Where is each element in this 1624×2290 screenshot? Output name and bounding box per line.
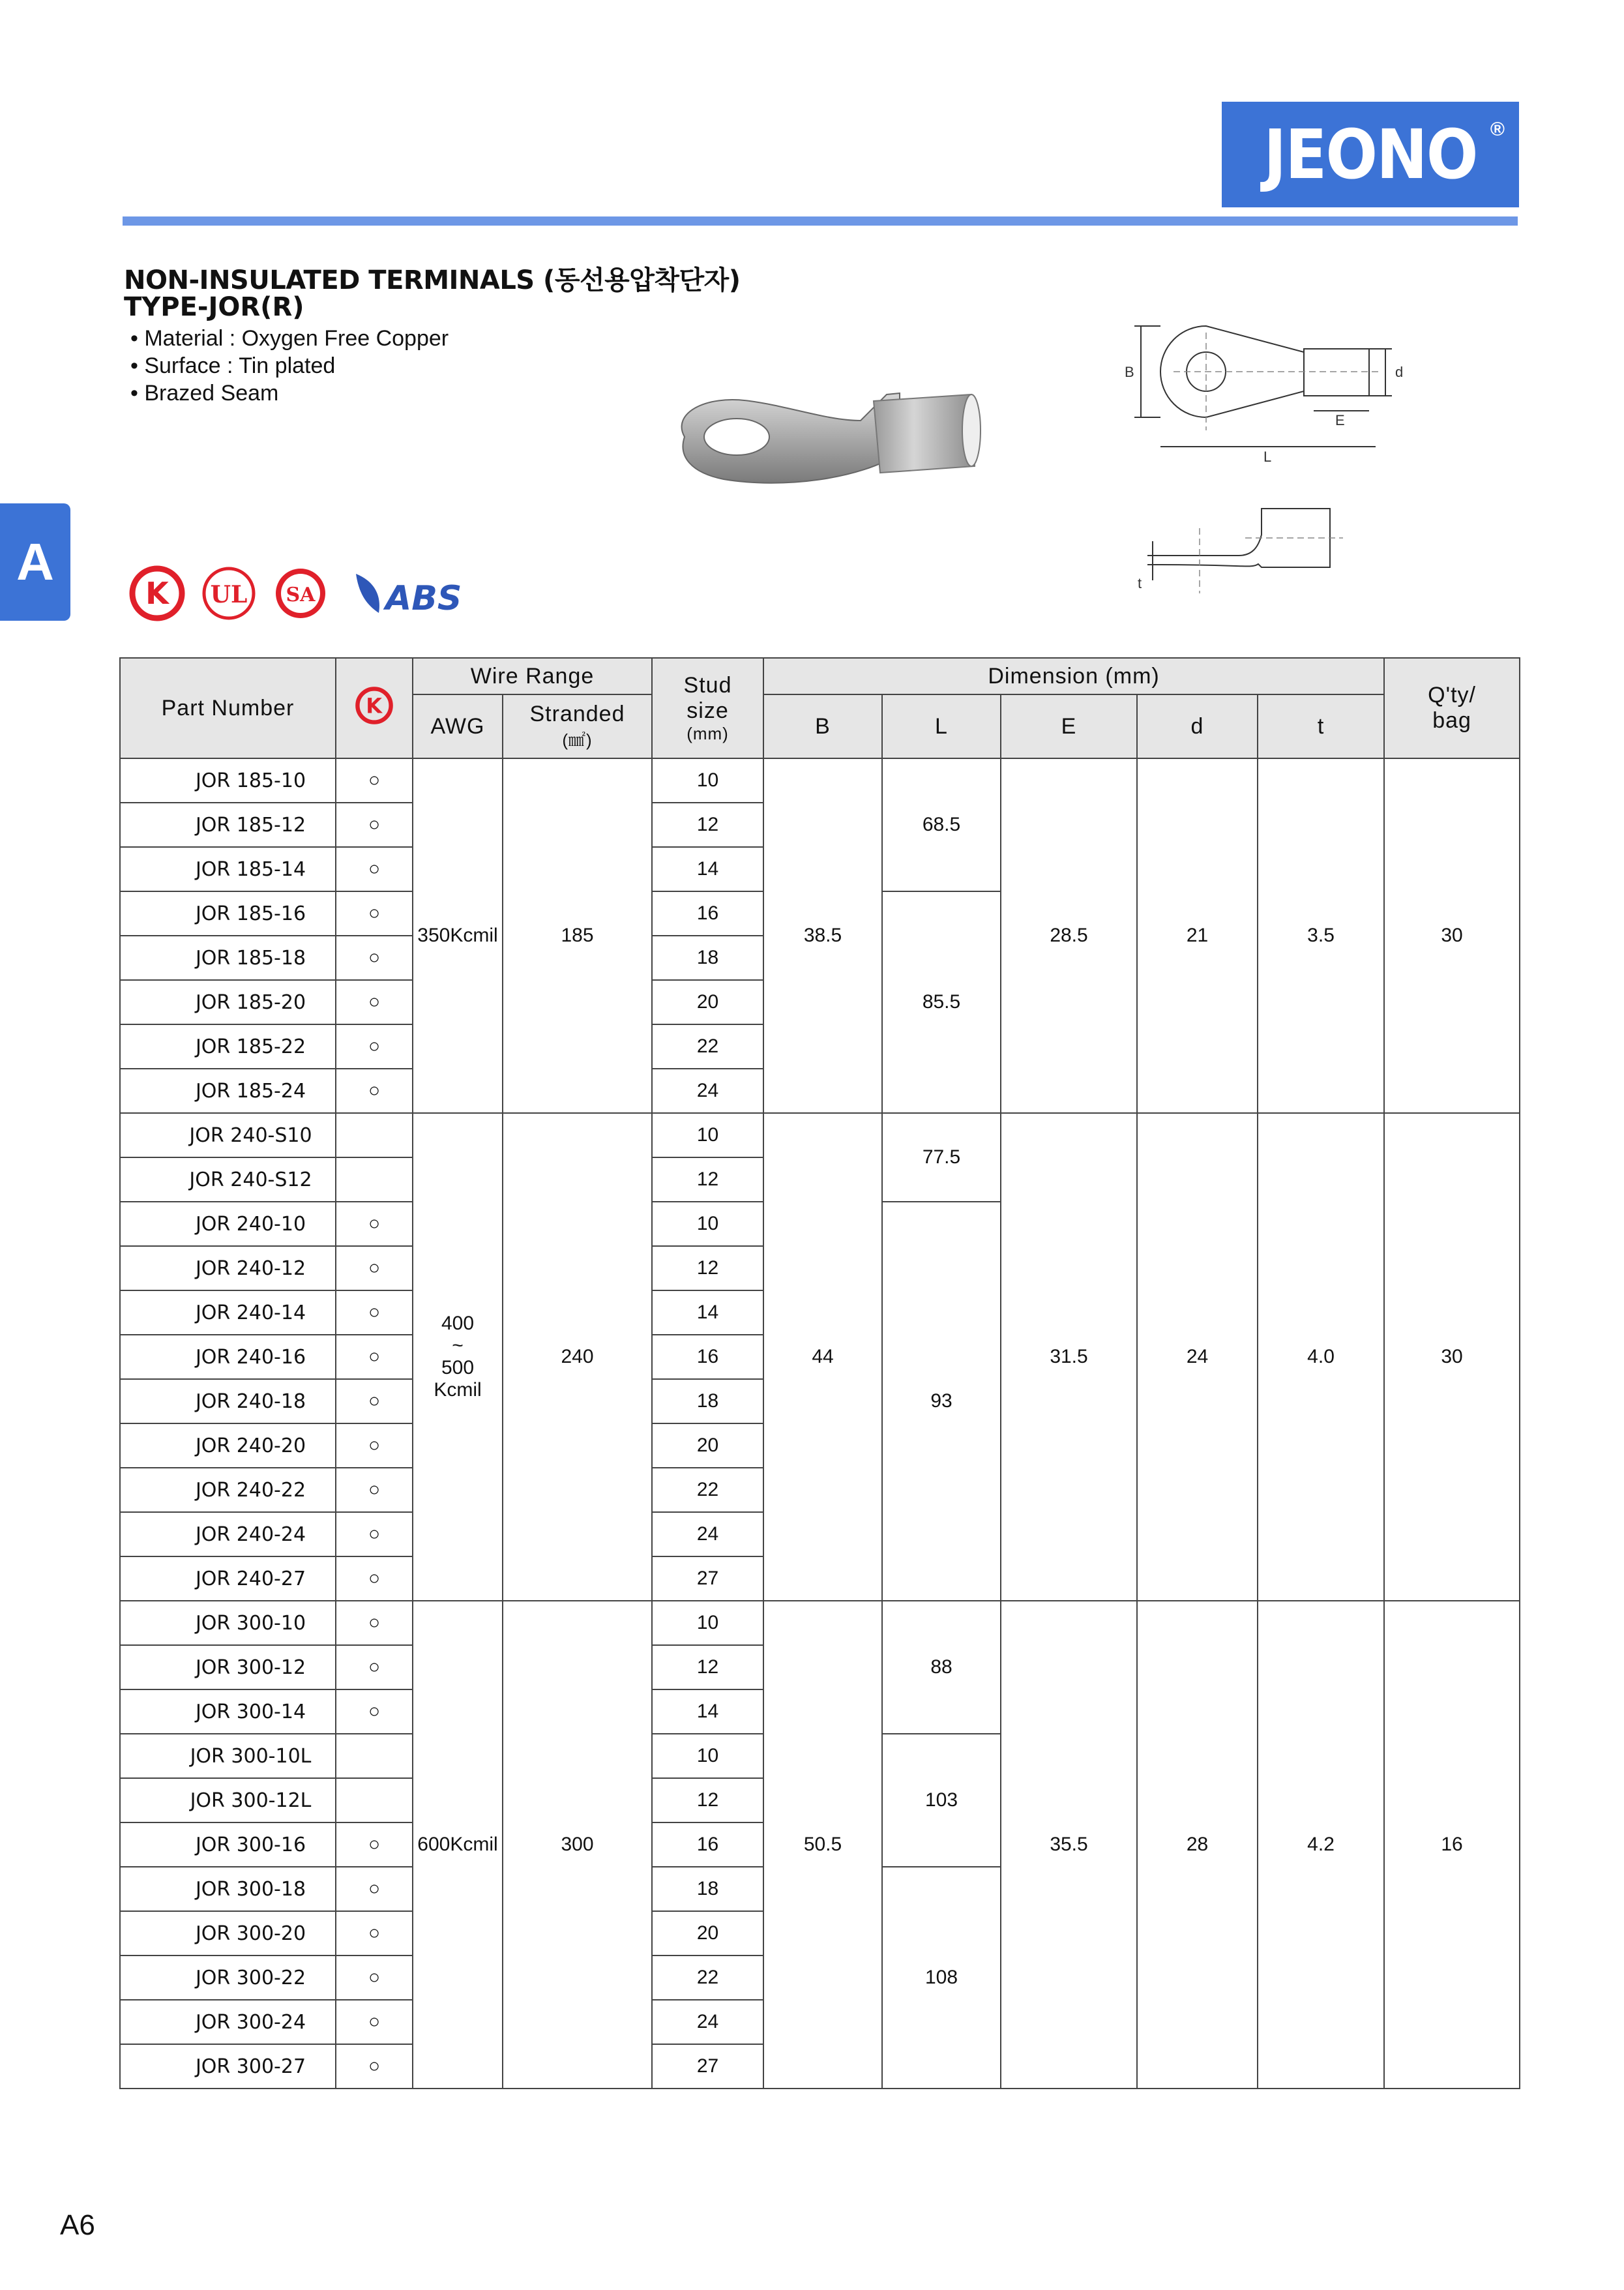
stud-size-cell: 16 — [652, 1335, 763, 1379]
dim-t-cell: 3.5 — [1258, 758, 1384, 1113]
header-t: t — [1258, 694, 1384, 758]
ks-mark-cell: ○ — [336, 1246, 413, 1290]
header-stud-unit: (mm) — [687, 723, 729, 743]
header-wire-range: Wire Range — [413, 658, 652, 694]
page-title: NON-INSULATED TERMINALS (동선용압착단자) — [124, 265, 741, 295]
ks-mark-cell: ○ — [336, 1202, 413, 1246]
stud-size-cell: 12 — [652, 803, 763, 847]
ks-mark-icon — [353, 685, 395, 726]
ks-mark-cell: ○ — [336, 1556, 413, 1601]
qty-cell: 16 — [1384, 1601, 1520, 2089]
header-stranded-label: Stranded — [529, 702, 625, 726]
part-number-cell: JOR 300-16 — [120, 1822, 336, 1867]
svg-text:ABS: ABS — [385, 579, 462, 618]
ks-mark-cell: ○ — [336, 758, 413, 803]
ks-mark-cell: ○ — [336, 1911, 413, 1955]
part-number-cell: JOR 240-24 — [120, 1512, 336, 1556]
ks-mark-cell: ○ — [336, 1689, 413, 1734]
specification-table — [119, 657, 1520, 2089]
part-number-cell: JOR 300-12 — [120, 1645, 336, 1689]
stud-size-cell: 24 — [652, 2000, 763, 2044]
header-stud-label: Stud — [683, 672, 732, 698]
svg-text:K: K — [145, 576, 169, 611]
ks-mark-cell: ○ — [336, 1468, 413, 1512]
ks-mark-cell — [336, 1113, 413, 1157]
stud-size-cell: 22 — [652, 1468, 763, 1512]
section-tab — [0, 503, 70, 621]
awg-cell: 600Kcmil — [413, 1601, 503, 2089]
part-number-cell: JOR 300-18 — [120, 1867, 336, 1911]
stud-size-cell: 22 — [652, 1955, 763, 2000]
dim-label-E: E — [1335, 412, 1345, 428]
dimension-drawing-side — [1134, 502, 1428, 600]
part-number-cell: JOR 300-27 — [120, 2044, 336, 2089]
terminal-photo — [665, 375, 1004, 505]
ks-mark-cell: ○ — [336, 1822, 413, 1867]
dim-E-cell: 35.5 — [1001, 1601, 1137, 2089]
stud-size-cell: 10 — [652, 1601, 763, 1645]
dim-d-cell: 21 — [1137, 758, 1258, 1113]
header-stud-size — [652, 658, 763, 758]
dim-L-cell: 93 — [882, 1202, 1001, 1601]
awg-cell: 350Kcmil — [413, 758, 503, 1113]
part-number-cell: JOR 240-S12 — [120, 1157, 336, 1202]
brand-logo — [1222, 102, 1519, 207]
part-number-cell: JOR 240-14 — [120, 1290, 336, 1335]
stranded-cell: 300 — [503, 1601, 652, 2089]
svg-text:K: K — [366, 693, 383, 719]
dim-d-cell: 28 — [1137, 1601, 1258, 2089]
dim-B-cell: 44 — [763, 1113, 882, 1601]
dim-label-d: d — [1395, 364, 1404, 380]
dim-label-L: L — [1263, 449, 1272, 465]
header-rule — [123, 216, 1518, 226]
section-tab-letter: A — [16, 533, 54, 591]
dimension-drawing-top — [1095, 313, 1454, 483]
part-number-cell: JOR 240-18 — [120, 1379, 336, 1423]
svg-text:SA: SA — [286, 584, 316, 606]
stud-size-cell: 10 — [652, 758, 763, 803]
ks-mark-cell — [336, 1734, 413, 1778]
stud-size-cell: 24 — [652, 1512, 763, 1556]
ks-mark-cell: ○ — [336, 980, 413, 1024]
header-L: L — [882, 694, 1001, 758]
part-number-cell: JOR 300-20 — [120, 1911, 336, 1955]
stranded-cell: 240 — [503, 1113, 652, 1601]
ks-mark-cell: ○ — [336, 1379, 413, 1423]
ks-mark-cell: ○ — [336, 1601, 413, 1645]
awg-cell: 400 ~ 500 Kcmil — [413, 1113, 503, 1601]
part-number-cell: JOR 240-22 — [120, 1468, 336, 1512]
ks-mark-cell: ○ — [336, 847, 413, 891]
header-dimension: Dimension (mm) — [763, 658, 1384, 694]
qty-cell: 30 — [1384, 758, 1520, 1113]
stud-size-cell: 27 — [652, 2044, 763, 2089]
stranded-cell: 185 — [503, 758, 652, 1113]
dim-B-cell: 50.5 — [763, 1601, 882, 2089]
dim-label-B: B — [1125, 364, 1134, 380]
stud-size-cell: 18 — [652, 936, 763, 980]
spec-surface: • Surface : Tin plated — [130, 353, 336, 378]
dim-L-cell: 77.5 — [882, 1113, 1001, 1202]
part-number-cell: JOR 300-14 — [120, 1689, 336, 1734]
spec-material: • Material : Oxygen Free Copper — [130, 326, 449, 351]
stud-size-cell: 10 — [652, 1113, 763, 1157]
stud-size-cell: 12 — [652, 1778, 763, 1822]
dim-L-cell: 88 — [882, 1601, 1001, 1734]
spec-seam: • Brazed Seam — [130, 381, 279, 406]
part-number-cell: JOR 240-20 — [120, 1423, 336, 1468]
ks-mark-cell: ○ — [336, 1024, 413, 1069]
part-number-cell: JOR 185-16 — [120, 891, 336, 936]
part-number-cell: JOR 185-24 — [120, 1069, 336, 1113]
part-number-cell: JOR 300-10L — [120, 1734, 336, 1778]
part-number-cell: JOR 240-10 — [120, 1202, 336, 1246]
page-number: A6 — [60, 2209, 95, 2241]
stud-size-cell: 10 — [652, 1202, 763, 1246]
header-qty — [1384, 658, 1520, 758]
ks-mark-cell: ○ — [336, 1335, 413, 1379]
svg-text:UL: UL — [210, 581, 248, 608]
stud-size-cell: 14 — [652, 1689, 763, 1734]
ks-logo — [132, 569, 182, 618]
ks-mark-cell: ○ — [336, 936, 413, 980]
stud-size-cell: 12 — [652, 1246, 763, 1290]
stud-size-cell: 24 — [652, 1069, 763, 1113]
ks-mark-cell: ○ — [336, 2044, 413, 2089]
part-number-cell: JOR 240-12 — [120, 1246, 336, 1290]
dim-B-cell: 38.5 — [763, 758, 882, 1113]
header-B: B — [763, 694, 882, 758]
dim-L-cell: 85.5 — [882, 891, 1001, 1113]
ks-mark-cell: ○ — [336, 1423, 413, 1468]
stud-size-cell: 16 — [652, 1822, 763, 1867]
header-stranded-unit: (㎟) — [562, 730, 593, 750]
ks-mark-cell: ○ — [336, 891, 413, 936]
dim-d-cell: 24 — [1137, 1113, 1258, 1601]
table-row — [120, 1113, 1520, 1157]
ks-mark-cell — [336, 1778, 413, 1822]
ks-mark-cell — [336, 1157, 413, 1202]
ks-mark-cell: ○ — [336, 1512, 413, 1556]
dim-E-cell: 28.5 — [1001, 758, 1137, 1113]
csa-logo — [276, 569, 325, 618]
stud-size-cell: 27 — [652, 1556, 763, 1601]
header-part-number: Part Number — [120, 658, 336, 758]
part-number-cell: JOR 185-10 — [120, 758, 336, 803]
dim-L-cell: 103 — [882, 1734, 1001, 1867]
ks-mark-cell: ○ — [336, 1645, 413, 1689]
stud-size-cell: 22 — [652, 1024, 763, 1069]
part-number-cell: JOR 185-20 — [120, 980, 336, 1024]
stud-size-cell: 12 — [652, 1645, 763, 1689]
abs-logo — [356, 574, 462, 618]
part-number-cell: JOR 240-27 — [120, 1556, 336, 1601]
stud-size-cell: 20 — [652, 1911, 763, 1955]
ks-mark-cell: ○ — [336, 803, 413, 847]
part-number-cell: JOR 185-18 — [120, 936, 336, 980]
dim-t-cell: 4.0 — [1258, 1113, 1384, 1601]
stud-size-cell: 20 — [652, 1423, 763, 1468]
stud-size-cell: 10 — [652, 1734, 763, 1778]
ks-mark-cell: ○ — [336, 1290, 413, 1335]
part-number-cell: JOR 240-S10 — [120, 1113, 336, 1157]
table-body — [120, 758, 1520, 2089]
ks-mark-cell: ○ — [336, 1867, 413, 1911]
header-qty-label: Q'ty/ — [1428, 683, 1476, 707]
dim-label-t: t — [1138, 575, 1142, 591]
table-row — [120, 758, 1520, 803]
header-awg: AWG — [413, 694, 503, 758]
stud-size-cell: 18 — [652, 1379, 763, 1423]
header-stranded — [503, 694, 652, 758]
stud-size-cell: 16 — [652, 891, 763, 936]
ul-logo — [204, 569, 254, 618]
dim-E-cell: 31.5 — [1001, 1113, 1137, 1601]
dim-L-cell: 68.5 — [882, 758, 1001, 891]
ks-mark-cell: ○ — [336, 2000, 413, 2044]
stud-size-cell: 18 — [652, 1867, 763, 1911]
brand-name: JEONO — [1263, 115, 1477, 194]
ks-mark-cell: ○ — [336, 1069, 413, 1113]
part-number-cell: JOR 185-12 — [120, 803, 336, 847]
part-number-cell: JOR 185-22 — [120, 1024, 336, 1069]
header-d: d — [1137, 694, 1258, 758]
header-E: E — [1001, 694, 1137, 758]
stud-size-cell: 20 — [652, 980, 763, 1024]
ks-mark-cell: ○ — [336, 1955, 413, 2000]
header-ks — [336, 658, 413, 758]
part-number-cell: JOR 240-16 — [120, 1335, 336, 1379]
qty-cell: 30 — [1384, 1113, 1520, 1601]
dim-t-cell: 4.2 — [1258, 1601, 1384, 2089]
stud-size-cell: 12 — [652, 1157, 763, 1202]
stud-size-cell: 14 — [652, 847, 763, 891]
part-number-cell: JOR 300-10 — [120, 1601, 336, 1645]
part-number-cell: JOR 300-12L — [120, 1778, 336, 1822]
header-size-label: size — [687, 698, 729, 723]
page-subtitle: TYPE-JOR(R) — [124, 292, 304, 322]
dim-L-cell: 108 — [882, 1867, 1001, 2089]
part-number-cell: JOR 300-22 — [120, 1955, 336, 2000]
table-row — [120, 1601, 1520, 1645]
registered-mark: ® — [1490, 119, 1505, 140]
header-bag-label: bag — [1432, 708, 1471, 733]
certification-logos — [128, 561, 506, 626]
stud-size-cell: 14 — [652, 1290, 763, 1335]
part-number-cell: JOR 185-14 — [120, 847, 336, 891]
part-number-cell: JOR 300-24 — [120, 2000, 336, 2044]
